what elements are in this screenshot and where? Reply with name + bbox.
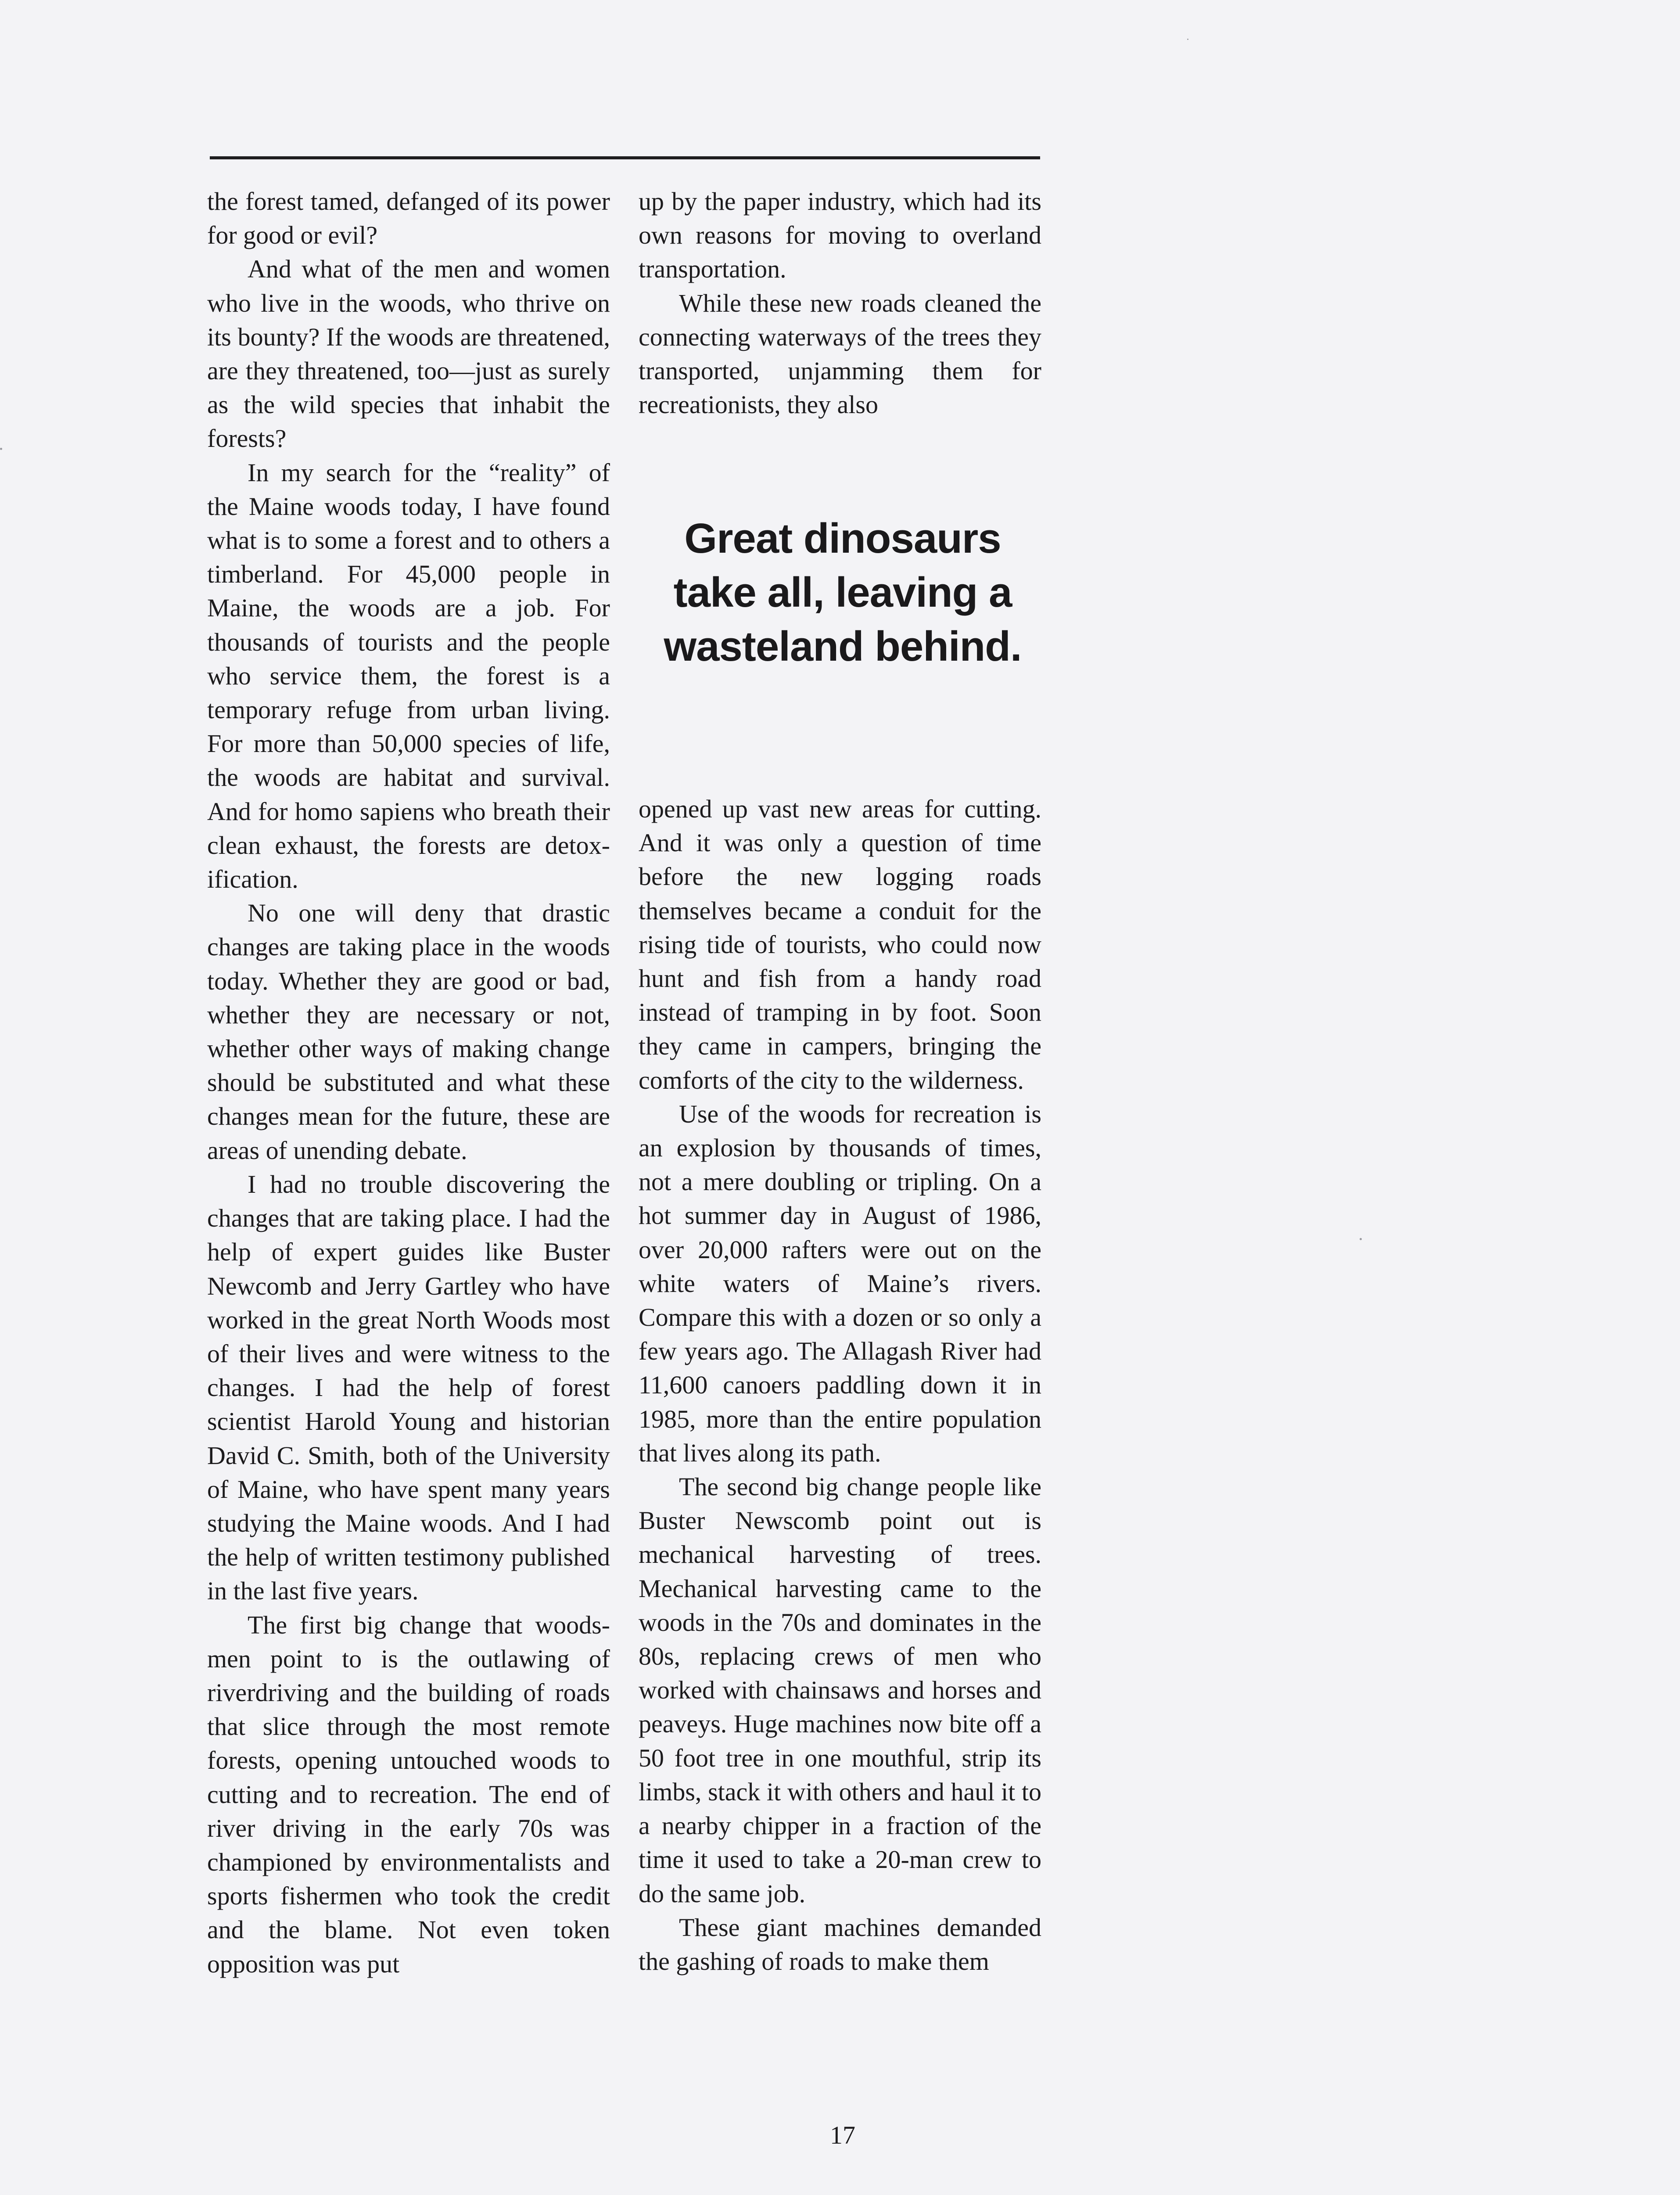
paragraph: And what of the men and women who live in the woods, who thrive on its bounty? If the woods are threatened, are they threatened, too—just as surely as the wild species that inhabit the forests? xyxy=(207,255,610,453)
pull-quote-line: take all, leaving a xyxy=(673,569,1012,616)
paragraph: the forest tamed, defanged of its power for good or evil? xyxy=(207,187,610,250)
paragraph: While these new roads cleaned the connecting waterways of the trees they transported, unjamming them for recreationists, they also xyxy=(639,288,1041,419)
pull-quote-line: wasteland behind. xyxy=(664,623,1022,670)
right-column-top xyxy=(639,184,1041,421)
scan-speck xyxy=(1187,39,1188,40)
left-column xyxy=(207,184,610,1981)
paragraph: In my search for the “reality” of the Maine woods today, I have found what is to some a forest and to others a timberland. For 45,000 people in Maine, the woods are a job. For thousands of tourists and the people who service them, the forest is a temporary refuge from urban living. For more than 50,000 species of life, the woods are habitat and survival. And for homo sapiens who breath their clean exhaust, the forests are detoxification. xyxy=(207,458,610,894)
page-number: 17 xyxy=(830,2121,855,2149)
scan-speck xyxy=(0,448,2,450)
pull-quote-line: Great dinosaurs xyxy=(684,515,1001,562)
scan-speck xyxy=(1360,1238,1362,1240)
paragraph: I had no trouble discovering the changes that are taking place. I had the help of expert guides like Buster Newcomb and Jerry Gartley who have worked in the great North Woods most of their lives and were witness to the changes. I had the help of forest scientist Harold Young and historian David C. Smith, both of the University of Maine, who have spent many years studying the Maine woods. And I had the help of written testimony published in the last five years. xyxy=(207,1169,610,1605)
paragraph: No one will deny that drastic changes are taking place in the woods today. Whether they are good or bad, whether they are necessary or not, whether other ways of making change should be substituted and what these changes mean for the future, these are areas of unending debate. xyxy=(207,899,610,1165)
paragraph: Use of the woods for recreation is an explosion by thousands of times, not a mere doubling or tripling. On a hot summer day in August of 1986, over 20,000 rafters were out on the white waters of Maine’s rivers. Compare this with a dozen or so only a few years ago. The Allagash River had 11,600 canoers paddling down it in 1985, more than the entire population that lives along its path. xyxy=(639,1099,1041,1467)
right-column-bottom xyxy=(639,792,1041,1978)
pull-quote xyxy=(632,511,1053,673)
paragraph: The first big change that woodsmen point to is the outlawing of riverdriving and the building of roads that slice through the most remote forests, opening untouched woods to cutting and to recreation. The end of river driving in the early 70s was championed by environmentalists and sports fishermen who took the credit and the blame. Not even token opposition was put xyxy=(207,1610,610,1978)
paragraph: opened up vast new areas for cutting. And it was only a question of time before the new logging roads themselves became a conduit for the rising tide of tourists, who could now hunt and fish from a handy road instead of tramping in by foot. Soon they came in campers, bringing the comforts of the city to the wilderness. xyxy=(639,795,1041,1094)
paragraph: up by the paper industry, which had its own reasons for moving to overland transportation. xyxy=(639,187,1041,284)
paragraph: The second big change people like Buster Newscomb point out is mechanical harvesting of trees. Mechanical harvesting came to the woods in the 70s and dominates in the 80s, replacing crews of men who worked with chainsaws and horses and peaveys. Huge machines now bite off a 50 foot tree in one mouthful, strip its limbs, stack it with others and haul it to a nearby chipper in a fraction of the time it used to take a 20-man crew to do the same job. xyxy=(639,1472,1041,1908)
header-rule xyxy=(210,156,1040,159)
paragraph: These giant machines demanded the gashing of roads to make them xyxy=(639,1913,1041,1976)
